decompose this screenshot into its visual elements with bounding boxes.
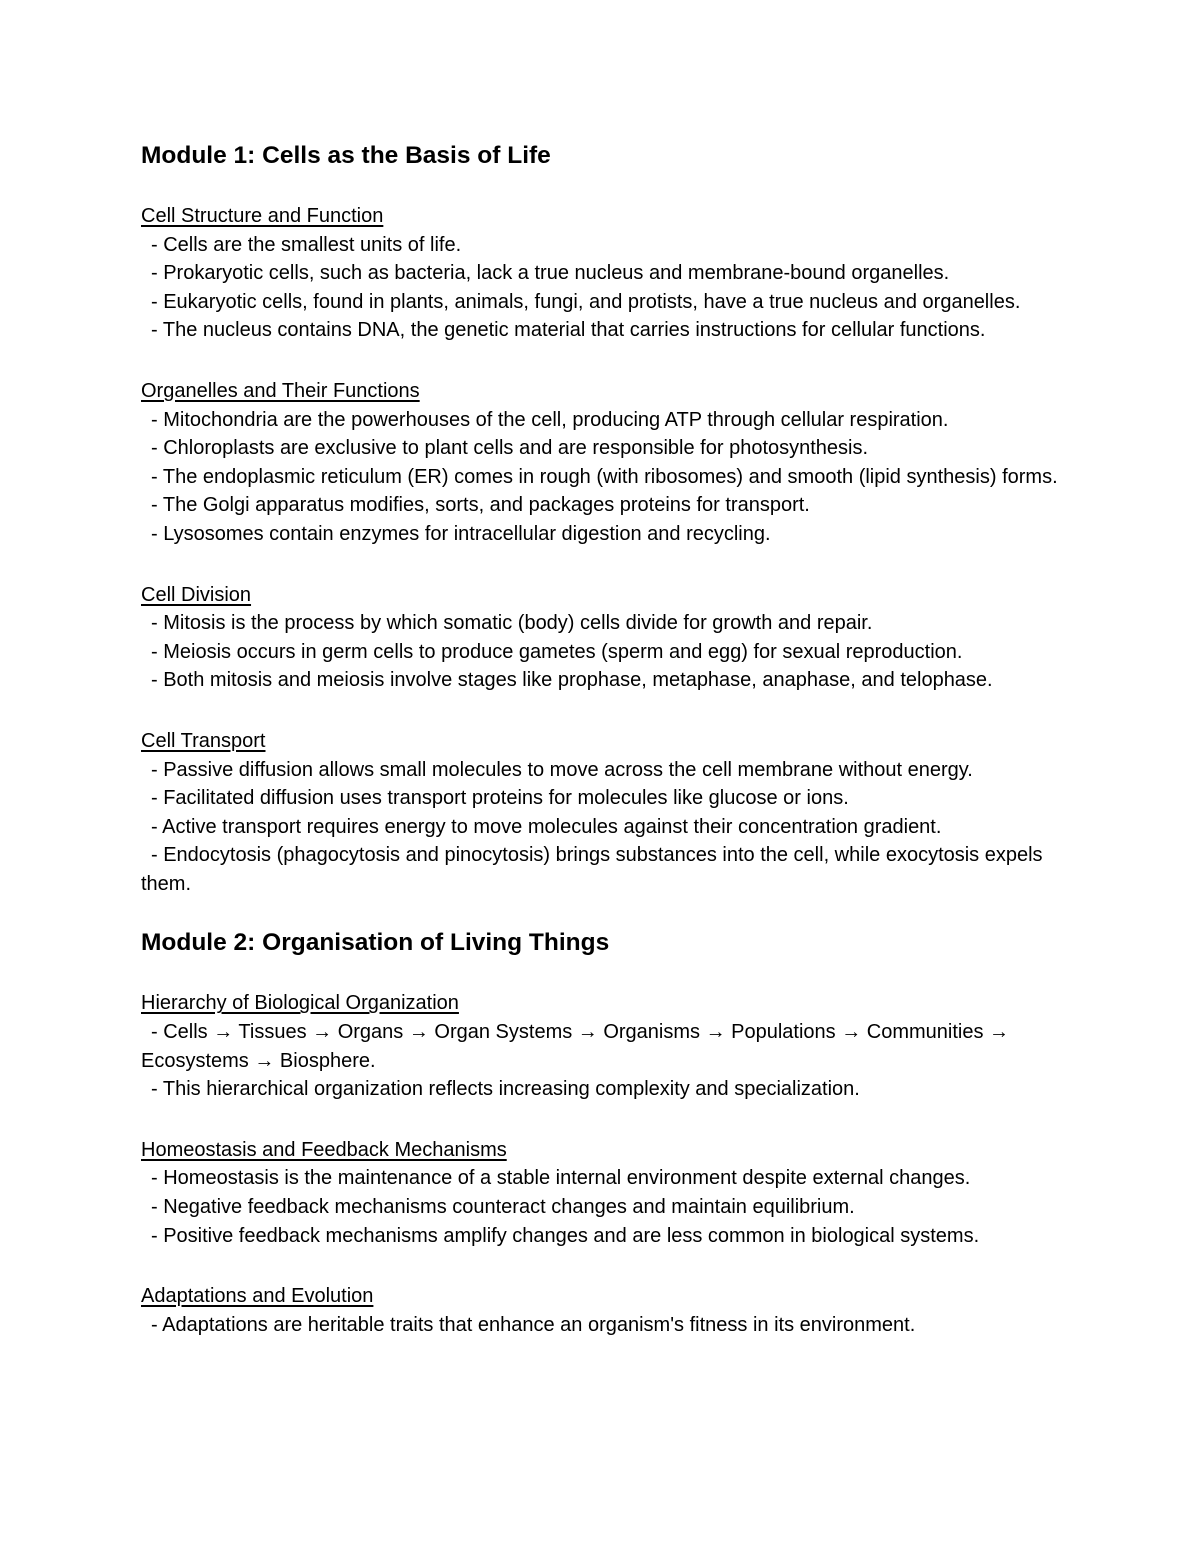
list-item: - Chloroplasts are exclusive to plant cells and are responsible for photosynthesis. (151, 437, 869, 460)
list-item: - Homeostasis is the maintenance of a stable internal environment despite external changes. (151, 1167, 971, 1190)
list-item: - Adaptations are heritable traits that enhance an organism's fitness in its environment. (151, 1313, 916, 1336)
section-heading: Adaptations and Evolution (141, 1285, 374, 1308)
list-item: - The endoplasmic reticulum (ER) comes in rough (with ribosomes) and smooth (lipid synthesis) forms. (151, 465, 1058, 488)
section-homeostasis (141, 1136, 1061, 1250)
module-title: Module 2: Organisation of Living Things (141, 929, 610, 957)
section-cell-transport (141, 727, 1061, 899)
list-item: - Both mitosis and meiosis involve stages like prophase, metaphase, anaphase, and telophase. (151, 669, 993, 692)
section-hierarchy (141, 989, 1061, 1103)
document-page (141, 0, 1061, 1339)
section-cell-division (141, 581, 1061, 695)
module-title: Module 1: Cells as the Basis of Life (141, 142, 551, 169)
list-item: - Facilitated diffusion uses transport proteins for molecules like glucose or ions. (151, 787, 849, 810)
list-item: - Eukaryotic cells, found in plants, animals, fungi, and protists, have a true nucleus and organelles. (151, 290, 1021, 313)
section-organelles (141, 377, 1061, 549)
list-item: - Meiosis occurs in germ cells to produce gametes (sperm and egg) for sexual reproduction. (151, 640, 963, 663)
list-item: - Prokaryotic cells, such as bacteria, lack a true nucleus and membrane-bound organelles. (151, 262, 950, 285)
list-item: - Cells are the smallest units of life. (151, 233, 462, 256)
section-heading: Cell Structure and Function (141, 205, 384, 227)
section-heading: Organelles and Their Functions (141, 379, 420, 402)
list-item: - Lysosomes contain enzymes for intracellular digestion and recycling. (151, 522, 771, 545)
list-item: - Negative feedback mechanisms counteract changes and maintain equilibrium. (151, 1196, 855, 1219)
section-heading: Homeostasis and Feedback Mechanisms (141, 1138, 507, 1161)
list-item: - Positive feedback mechanisms amplify changes and are less common in biological systems. (151, 1224, 980, 1247)
section-heading: Cell Division (141, 583, 252, 606)
list-item: - Endocytosis (phagocytosis and pinocytosis) brings substances into the cell, while exocytosis expels them. (141, 844, 1043, 895)
section-cell-structure (141, 202, 1061, 345)
list-item: - Passive diffusion allows small molecules to move across the cell membrane without energy. (151, 758, 973, 781)
section-heading: Hierarchy of Biological Organization (141, 992, 459, 1015)
list-item: - Active transport requires energy to move molecules against their concentration gradient. (151, 815, 942, 838)
section-adaptations (141, 1282, 1061, 1339)
list-item: - The nucleus contains DNA, the genetic material that carries instructions for cellular functions. (151, 319, 986, 342)
list-item: - The Golgi apparatus modifies, sorts, and packages proteins for transport. (151, 494, 810, 517)
list-item: - Cells → Tissues → Organs → Organ Systems → Organisms → Populations → Communities → Ecosystems → Biosphere. (141, 1021, 1010, 1072)
list-item: - Mitosis is the process by which somatic (body) cells divide for growth and repair. (151, 612, 873, 635)
list-item: - This hierarchical organization reflects increasing complexity and specialization. (151, 1078, 860, 1101)
list-item: - Mitochondria are the powerhouses of the cell, producing ATP through cellular respiration. (151, 408, 949, 431)
section-heading: Cell Transport (141, 729, 266, 752)
